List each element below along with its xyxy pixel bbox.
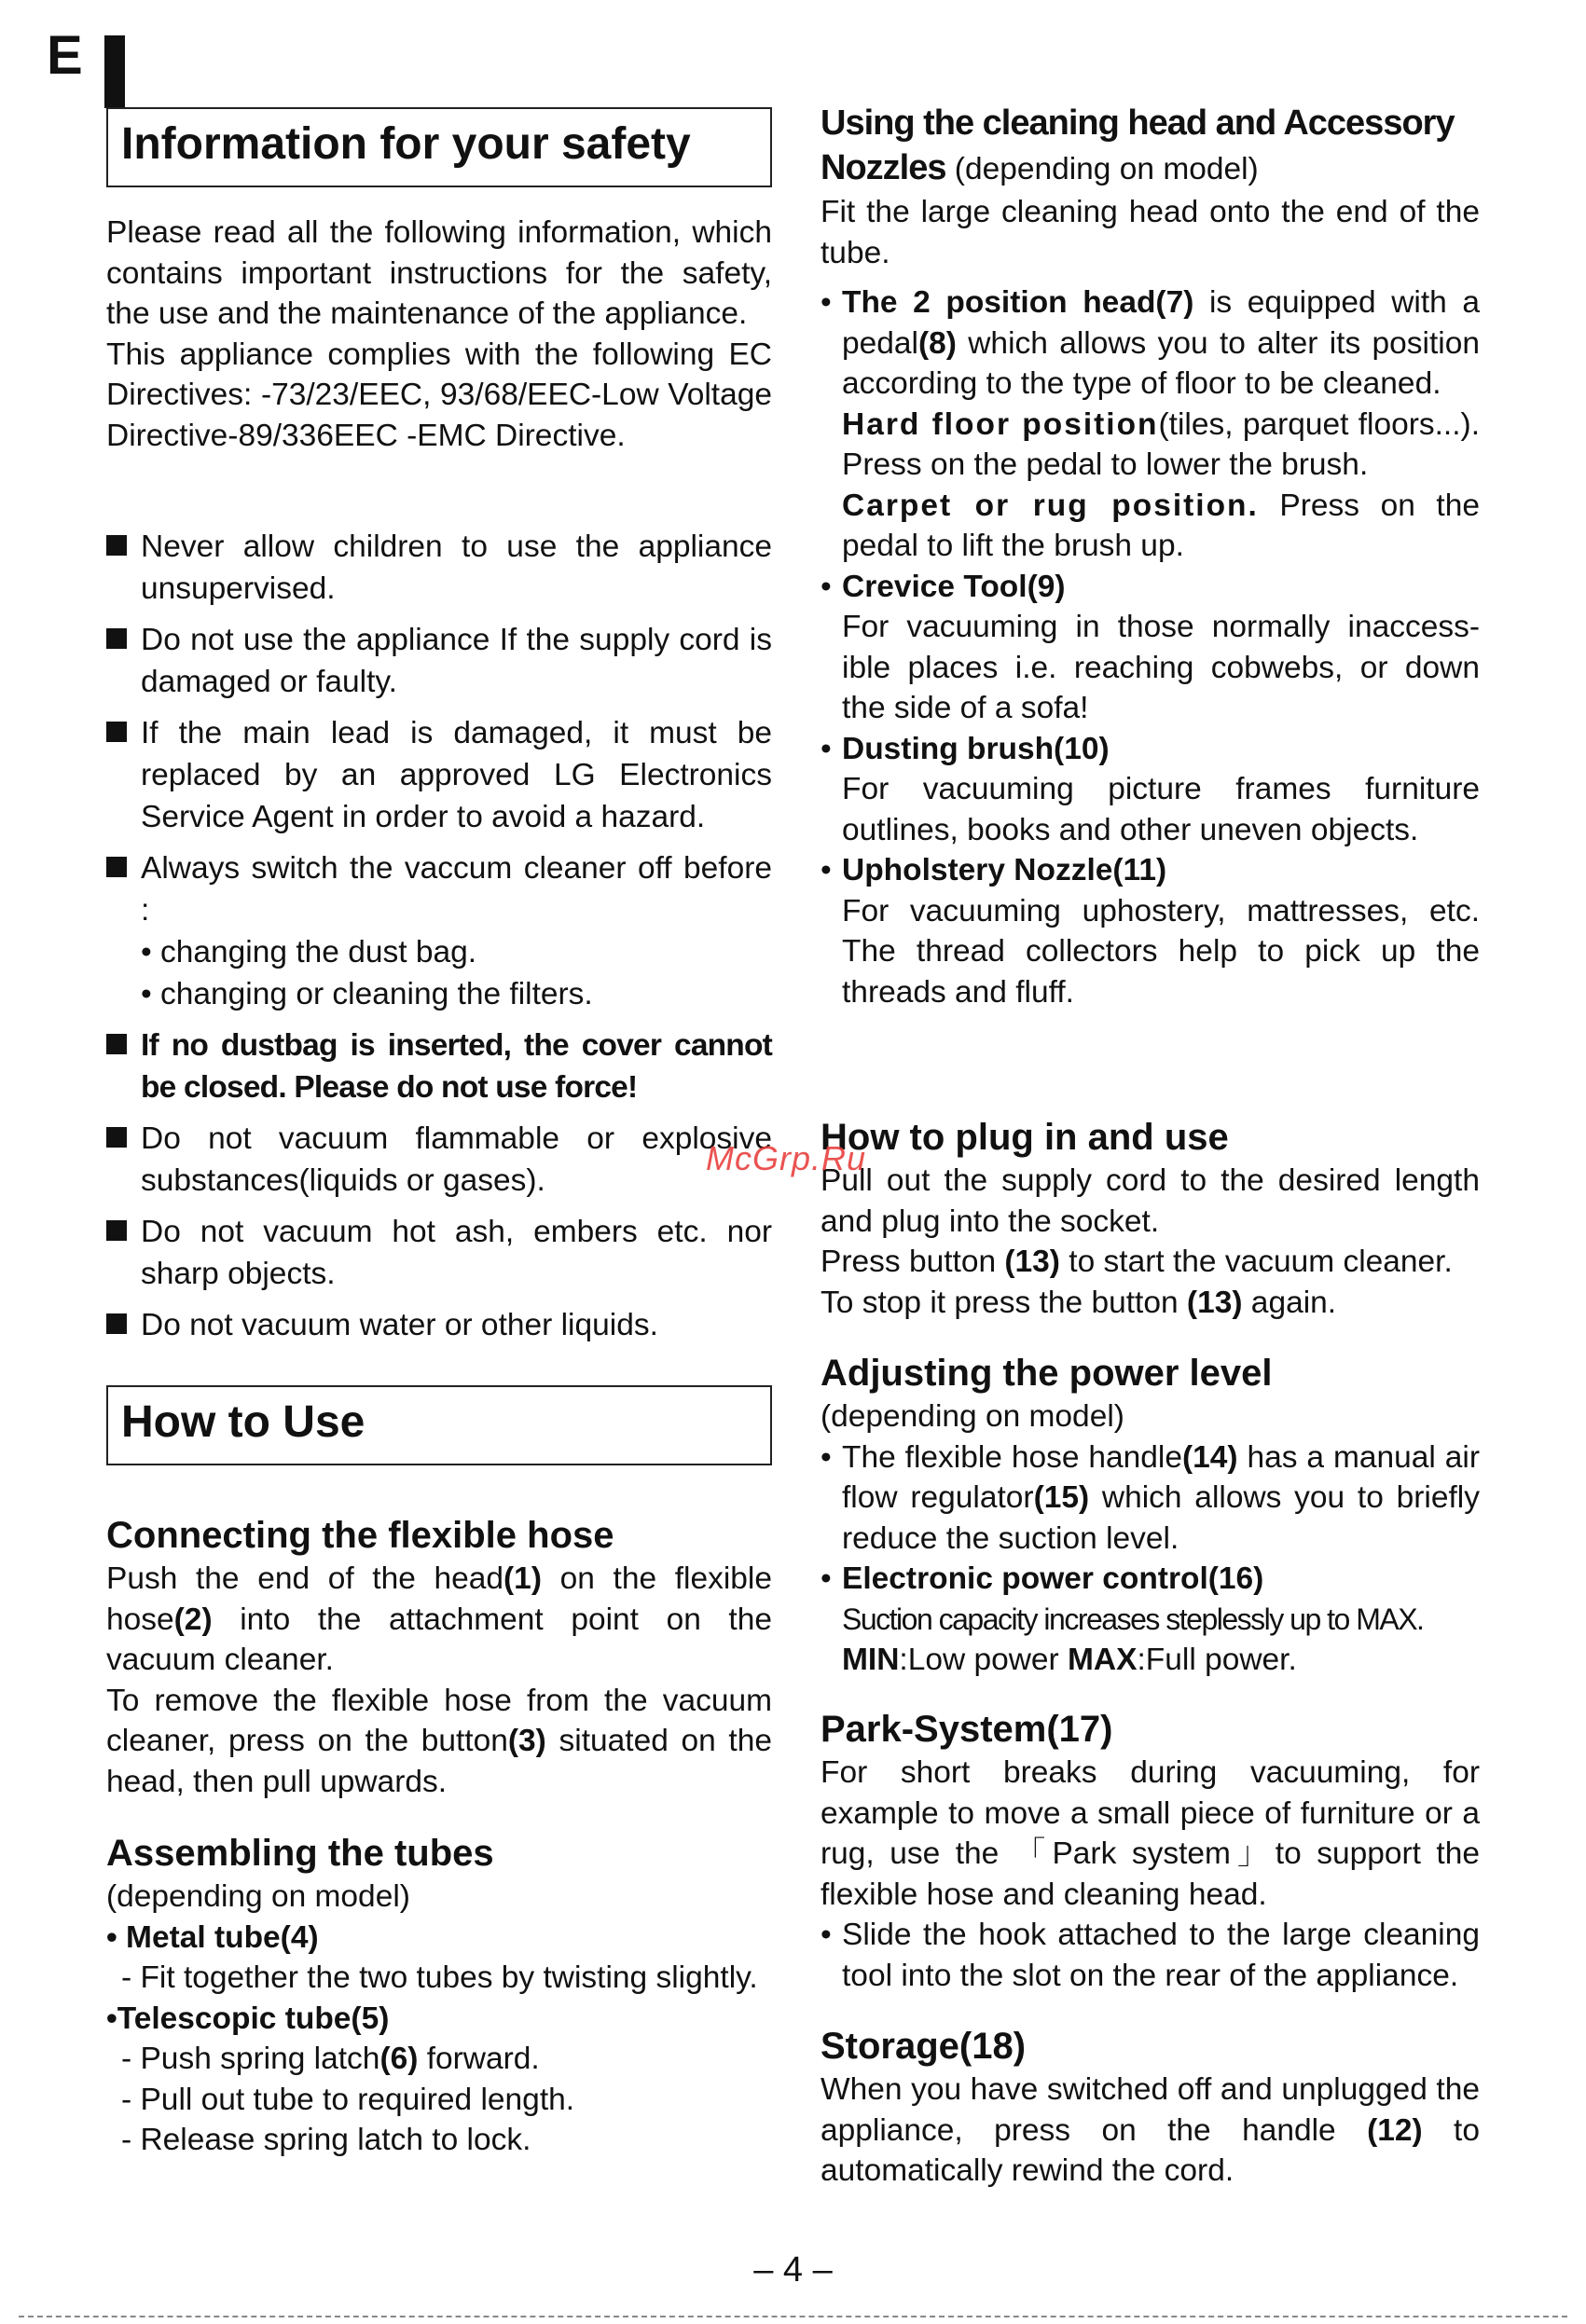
plug-text-2: Press button (13) to start the vacuum cleaner. (821, 1245, 1453, 1279)
power-control-label: Electronic power control(16) (842, 1561, 1264, 1596)
power-section (821, 1350, 1480, 1681)
metal-tube-step: - Fit together the two tubes by twisting slightly. (121, 1960, 758, 1995)
position-head-item: • The 2 position head(7) is equipped with a pedal(8) which allows you to alter its position according to the type of floor to be cleaned. Hard floor position(tiles, parquet floors...). Press on the pedal to lower the brush. Carpet or rug position. Press on the pedal to lift the brush up. (821, 282, 1480, 567)
intro-paragraph-1: Please read all the following information, which contains important instructions for the safety, the use and the maintenance of the appliance. (106, 215, 772, 331)
head-title-line-2: Nozzles (depending on model) (821, 148, 1259, 187)
bullet-square-icon (106, 1127, 127, 1148)
upholstery-item (821, 850, 1480, 1012)
telescopic-step-2: - Pull out tube to required length. (121, 2082, 575, 2117)
bullet-square-icon (106, 1034, 127, 1054)
safety-title-box (106, 107, 772, 187)
power-title: Adjusting the power level (821, 1353, 1273, 1394)
dusting-text: For vacuuming picture frames furniture outlines, books and other uneven objects. (842, 772, 1480, 847)
warning-text: Do not vacuum flammable or explosive substances(liquids or gases). (141, 1121, 772, 1198)
warning-subitem: • changing the dust bag. (141, 935, 477, 969)
telescopic-tube-label: •Telescopic tube(5) (106, 2001, 390, 2036)
park-section (821, 1706, 1480, 1996)
warning-item-bold (106, 1024, 772, 1108)
telescopic-step-3: - Release spring latch to lock. (121, 2123, 531, 2157)
tubes-section (106, 1830, 772, 2161)
intro-paragraph-2: This appliance complies with the following EC Directives: -73/23/EEC, 93/68/EEC-Low Voltage Directive-89/336EEC -EMC Directive. (106, 337, 772, 453)
bullet-dot-icon: • (821, 1439, 832, 1475)
dusting-item (821, 729, 1480, 851)
storage-text: When you have switched off and unplugged the appliance, press on the handle (12) to automatically rewind the cord. (821, 2072, 1480, 2188)
plug-text-1: Pull out the supply cord to the desired length and plug into the socket. (821, 1163, 1480, 1239)
head-title-line-1: Using the cleaning head and Accessory (821, 103, 1455, 143)
crevice-label: Crevice Tool(9) (842, 569, 1066, 604)
hard-floor-text: Hard floor position(tiles, parquet floors...). Press on the pedal to lower the brush. (842, 406, 1481, 482)
telescopic-step-1: - Push spring latch(6) forward. (121, 2042, 540, 2076)
language-letter: E (47, 25, 83, 86)
hose-text-2: To remove the flexible hose from the vacuum cleaner, press on the button(3) situated on the head, then pull upwards. (106, 1683, 773, 1799)
crevice-text: For vacuuming in those normally inaccess-ible places i.e. reaching cobwebs, or down the side of a sofa! (842, 610, 1480, 725)
crevice-item (821, 567, 1480, 729)
storage-title: Storage(18) (821, 2026, 1027, 2067)
warning-item (106, 619, 772, 703)
plug-section (821, 1114, 1480, 1323)
safety-intro (106, 213, 772, 456)
bullet-square-icon (106, 628, 127, 649)
bullet-square-icon (106, 1313, 127, 1334)
bottom-divider (19, 2316, 1567, 2317)
plug-title: How to plug in and use (821, 1117, 1229, 1158)
warning-text: Do not use the appliance If the supply cord is damaged or faulty. (141, 623, 772, 699)
warning-item (106, 712, 772, 838)
warning-text: Do not vacuum hot ash, embers etc. nor sharp objects. (141, 1215, 772, 1291)
bullet-square-icon (106, 857, 127, 877)
power-item-2 (821, 1559, 1480, 1681)
tubes-note: (depending on model) (106, 1879, 410, 1914)
hose-text-1: Push the end of the head(1) on the flexible hose(2) into the attachment point on the vacuum cleaner. (106, 1561, 772, 1677)
head-intro: Fit the large cleaning head onto the end of the tube. (821, 195, 1480, 270)
warning-item (106, 847, 772, 1015)
tubes-title: Assembling the tubes (106, 1833, 494, 1874)
warning-item (106, 526, 772, 610)
safety-warnings (106, 526, 772, 1346)
bullet-dot-icon: • (821, 569, 832, 604)
page-number: – 4 – (753, 2250, 833, 2290)
park-text: For short breaks during vacuuming, for example to move a small piece of furniture or a rug, use the 「Park system」to support the flexible hose and cleaning head. (821, 1755, 1480, 1912)
hose-title: Connecting the flexible hose (106, 1515, 614, 1556)
upholstery-text: For vacuuming uphostery, mattresses, etc. The thread collectors help to pick up the threads and fluff. (842, 893, 1480, 1010)
storage-section (821, 2023, 1480, 2192)
bullet-square-icon (106, 535, 127, 556)
warning-text: If no dustbag is inserted, the cover cannot be closed. Please do not use force! (141, 1028, 772, 1105)
bullet-dot-icon: • (821, 1918, 832, 1952)
warning-text: Always switch the vaccum cleaner off before : (141, 851, 772, 928)
min-max-text: MIN:Low power MAX:Full power. (842, 1643, 1297, 1677)
bullet-square-icon (106, 722, 127, 742)
bullet-dot-icon: • (821, 853, 832, 887)
park-item (821, 1915, 1480, 1996)
bullet-dot-icon: • (821, 1561, 832, 1596)
head-section (821, 101, 1480, 1012)
warning-item (106, 1211, 772, 1295)
warning-subitem: • changing or cleaning the filters. (141, 977, 593, 1011)
park-item-text: Slide the hook attached to the large cleaning tool into the slot on the rear of the appliance. (842, 1918, 1480, 1993)
language-bar (104, 35, 125, 108)
warning-text: If the main lead is damaged, it must be replaced by an approved LG Electronics Service Agent in order to avoid a hazard. (141, 716, 772, 834)
bullet-square-icon (106, 1220, 127, 1241)
dusting-label: Dusting brush(10) (842, 731, 1110, 766)
upholstery-label: Upholstery Nozzle(11) (842, 853, 1167, 887)
howto-title-box (106, 1385, 772, 1465)
bullet-dot-icon: • (821, 731, 832, 766)
safety-title: Information for your safety (121, 119, 691, 169)
warning-text: Do not vacuum water or other liquids. (141, 1308, 658, 1342)
watermark: McGrp.Ru (706, 1139, 867, 1177)
power-control-text: Suction capacity increases steplessly up to MAX. (842, 1602, 1424, 1636)
language-marker (47, 25, 131, 86)
carpet-text: Carpet or rug position. Press on the pedal to lift the brush up. (842, 488, 1481, 563)
power-note: (depending on model) (821, 1399, 1124, 1434)
plug-text-3: To stop it press the button (13) again. (821, 1285, 1337, 1320)
bullet-dot-icon: • (821, 285, 832, 320)
warning-item (106, 1118, 772, 1202)
warning-text: Never allow children to use the appliance unsupervised. (141, 529, 772, 606)
park-title: Park-System(17) (821, 1709, 1113, 1750)
hose-section (106, 1512, 772, 1802)
howto-title: How to Use (121, 1397, 365, 1447)
warning-item (106, 1304, 772, 1346)
metal-tube-label: • Metal tube(4) (106, 1919, 319, 1955)
power-item-1: • The flexible hose handle(14) has a manual air flow regulator(15) which allows you to briefly reduce the suction level. (821, 1437, 1480, 1560)
